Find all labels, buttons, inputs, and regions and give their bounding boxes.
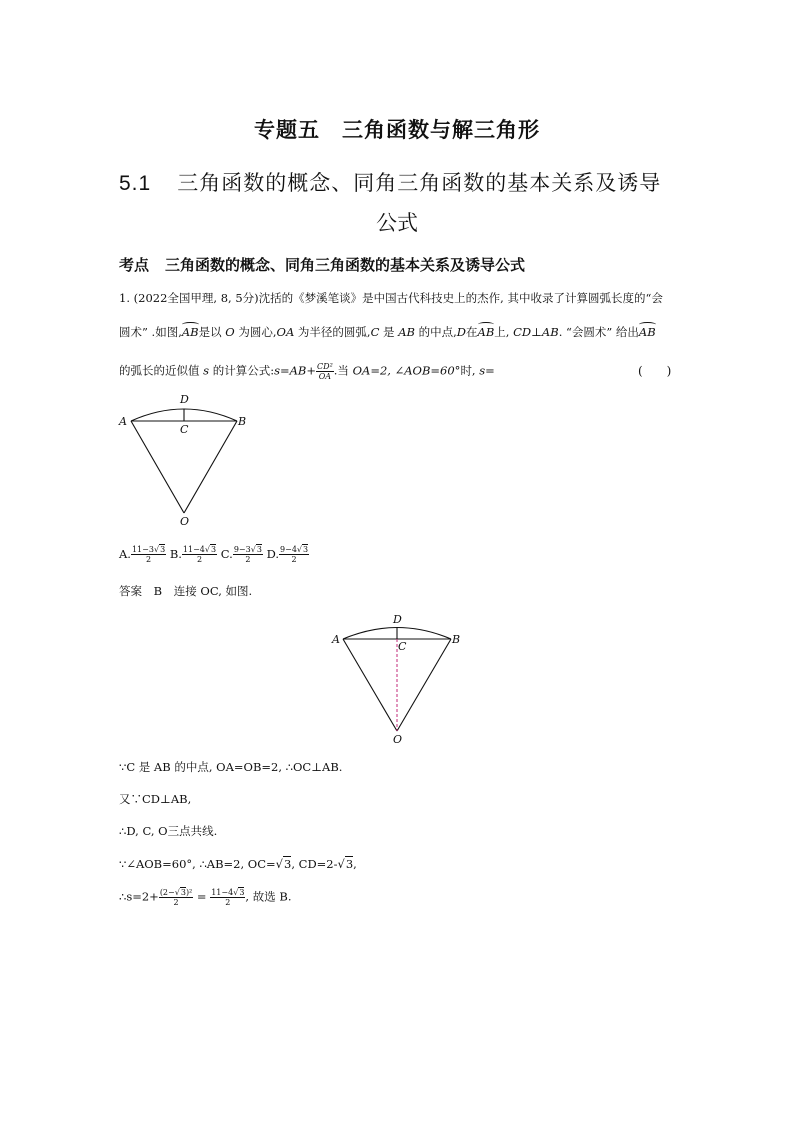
segment-oa xyxy=(343,639,397,731)
problem-line-1 xyxy=(119,291,663,305)
frac-num: (2− xyxy=(159,888,175,897)
line5-a: ∴s=2+ xyxy=(119,889,159,904)
cd-perp-ab: CD⊥AB xyxy=(513,325,559,339)
answer-line xyxy=(119,584,252,598)
problem-line-3 xyxy=(119,362,495,381)
figure-1 xyxy=(115,388,255,528)
section-number: 5.1 xyxy=(119,172,152,195)
label-b: B xyxy=(452,633,461,646)
formula-fraction xyxy=(316,362,334,381)
condition: OA=2, ∠AOB=60° xyxy=(352,363,461,378)
segment-oa xyxy=(131,421,184,513)
line5-fraction-1: $\frac{\text{(2−√3)²}}{2}$ xyxy=(159,888,193,907)
label-b: B xyxy=(238,415,247,428)
label-a: A xyxy=(332,633,340,646)
option-fraction: $\frac{9-4√3}{2}$ xyxy=(280,545,309,564)
problem-stem-a: 沈括的《梦溪笔谈》是中国古代科技史上的杰作, 其中收录了计算圆弧长度的“会 xyxy=(258,291,663,305)
option-num: 11−4 xyxy=(182,545,205,554)
label-o: O xyxy=(180,515,190,528)
stem-text: 为圆心, xyxy=(238,325,277,339)
rad-3: 3 xyxy=(284,857,292,871)
segment-ob xyxy=(184,421,237,513)
stem-text: 的弧长的近似值 xyxy=(119,363,200,378)
frac-num: 11−4 xyxy=(211,888,234,897)
rad-3: 3 xyxy=(345,857,354,871)
stem-text: .当 xyxy=(333,363,349,378)
line4-a: ∵∠AOB=60°, ∴AB=2, OC= xyxy=(119,857,276,871)
problem-source: (2022全国甲理, 8, 5分) xyxy=(133,291,259,305)
frac-den: 2 xyxy=(173,898,179,907)
formula-numerator: CD² xyxy=(317,362,333,371)
option-den: 2 xyxy=(245,555,251,564)
stem-text: 的计算公式: xyxy=(212,363,275,378)
arc-ab: AB xyxy=(477,325,495,339)
option-rad: 3 xyxy=(211,545,217,554)
label-d: D xyxy=(180,393,189,406)
stem-text: 为半径的圆弧, xyxy=(297,325,371,339)
stem-text: 是以 xyxy=(198,325,222,339)
options-row xyxy=(119,545,309,564)
label-c: C xyxy=(180,423,189,436)
option-label: C. xyxy=(220,546,233,561)
arc-ab: AB xyxy=(181,325,199,339)
option-c[interactable] xyxy=(220,545,263,564)
solution-line-2: 又∵CD⊥AB, xyxy=(119,792,192,806)
answer-bracket: ( ) xyxy=(638,364,672,378)
line4-c: , xyxy=(353,857,357,871)
section-title-line1: 三角函数的概念、同角三角函数的基本关系及诱导 xyxy=(177,171,662,195)
formula-denominator: OA xyxy=(318,372,332,381)
option-b[interactable] xyxy=(169,545,217,564)
option-den: 2 xyxy=(291,555,297,564)
option-label: A. xyxy=(119,546,131,561)
option-rad: 3 xyxy=(256,545,262,554)
option-a[interactable] xyxy=(119,545,166,564)
rad-3: 3 xyxy=(180,888,186,897)
section-title xyxy=(119,167,699,197)
solution-line-4: ∵∠AOB=60°, ∴AB=2, OC=√3, CD=2-√3, xyxy=(119,857,357,871)
var-s: s xyxy=(203,363,210,378)
chapter-title: 专题五 三角函数与解三角形 xyxy=(254,118,540,142)
label-c: C xyxy=(398,640,407,653)
label-o: O xyxy=(393,733,403,746)
option-fraction: $\frac{11-3√3}{2}$ xyxy=(131,545,166,564)
topic-title: 三角函数的概念、同角三角函数的基本关系及诱导公式 xyxy=(165,256,526,274)
option-rad: 3 xyxy=(160,545,166,554)
option-num: 11−3 xyxy=(131,545,154,554)
option-den: 2 xyxy=(196,555,203,564)
label-a: A xyxy=(119,415,127,428)
option-num: 9−4 xyxy=(280,545,297,554)
answer-intro: 连接 OC, 如图. xyxy=(173,584,253,598)
stem-text: 时, xyxy=(460,363,476,378)
var-c: C xyxy=(370,325,380,339)
answer-label: 答案 xyxy=(119,584,142,598)
figure-2 xyxy=(330,610,470,750)
solution-line-3: ∴D, C, O三点共线. xyxy=(119,824,218,838)
label-d: D xyxy=(393,613,402,626)
rad-3: 3 xyxy=(239,888,245,897)
formula-lhs: s=AB+ xyxy=(274,363,317,378)
arc-ab: AB xyxy=(638,325,656,339)
option-fraction: $\frac{9-3√3}{2}$ xyxy=(233,545,262,564)
stem-text: 在 xyxy=(466,325,478,339)
solution-line-1: ∵C 是 AB 的中点, OA=OB=2, ∴OC⊥AB. xyxy=(119,760,343,774)
frac-num-2: )² xyxy=(185,888,193,897)
answer-choice: B xyxy=(153,584,163,598)
problem-number: 1. xyxy=(119,291,130,305)
frac-den: 2 xyxy=(225,898,231,907)
stem-text: 圆术” .如图, xyxy=(119,325,182,339)
section-title-line2: 公式 xyxy=(376,211,418,235)
option-den: 2 xyxy=(146,555,152,564)
var-d: D xyxy=(456,325,467,339)
var-ab: AB xyxy=(398,325,415,339)
option-fraction: $\frac{11-4√3}{2}$ xyxy=(182,545,217,564)
option-d[interactable] xyxy=(266,545,310,564)
option-rad: 3 xyxy=(303,545,309,554)
option-label: D. xyxy=(266,546,280,561)
line5-end: , 故选 B. xyxy=(245,889,292,904)
option-label: B. xyxy=(169,546,182,561)
equals: = xyxy=(196,889,207,904)
topic-heading xyxy=(119,254,525,275)
line4-b: , CD=2- xyxy=(291,857,338,871)
option-num: 9−3 xyxy=(233,545,251,554)
question-ask: s= xyxy=(479,363,495,378)
stem-text: 的中点, xyxy=(418,325,457,339)
stem-text: 是 xyxy=(383,325,395,339)
stem-text: 上, xyxy=(494,325,510,339)
line5-fraction-2: $\frac{11-4√3}{2}$ xyxy=(211,888,245,907)
stem-text: . “会圆术” 给出 xyxy=(558,325,639,339)
topic-label: 考点 xyxy=(119,256,150,274)
var-o: O xyxy=(225,325,235,339)
solution-line-5 xyxy=(119,888,291,907)
problem-line-2 xyxy=(119,325,656,339)
var-oa: OA xyxy=(276,325,295,339)
